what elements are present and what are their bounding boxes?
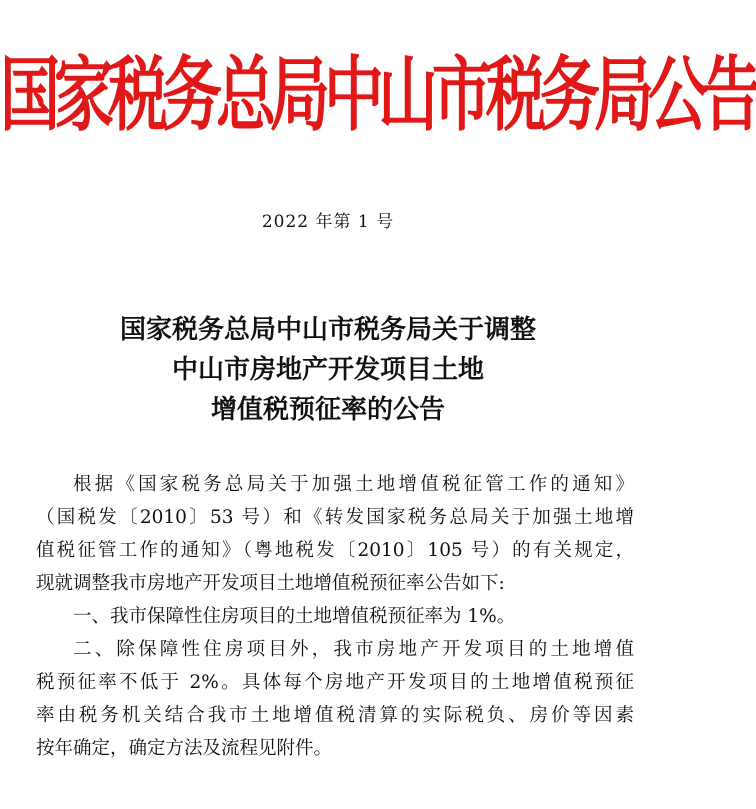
announcement-title bbox=[0, 310, 656, 430]
title-line-1: 国家税务总局中山市税务局关于调整 bbox=[119, 315, 536, 345]
masthead-title: 国家税务总局中山市税务局公告 bbox=[0, 48, 756, 144]
body-line-4: 现就调整我市房地产开发项目土地增值税预征率公告如下: bbox=[36, 573, 505, 594]
body-line-6: 二、除保障性住房项目外，我市房地产开发项目的土地增值 bbox=[73, 639, 634, 660]
announcement-body bbox=[36, 468, 634, 765]
body-line-5: 一、我市保障性住房项目的土地增值税预征率为 1%。 bbox=[73, 606, 516, 627]
document-number: 2022 年第 1 号 bbox=[261, 212, 395, 232]
title-line-2: 中山市房地产开发项目土地 bbox=[171, 355, 484, 385]
body-line-9: 按年确定，确定方法及流程见附件。 bbox=[36, 738, 333, 759]
body-line-7: 税预征率不低于 2%。具体每个房地产开发项目的土地增值税预征 bbox=[36, 672, 634, 693]
body-line-2: （国税发〔2010〕53 号）和《转发国家税务总局关于加强土地增 bbox=[36, 507, 634, 528]
title-line-3: 增值税预征率的公告 bbox=[210, 395, 445, 425]
body-line-3: 值税征管工作的通知》（粤地税发〔2010〕105 号）的有关规定， bbox=[36, 540, 634, 561]
body-line-8: 率由税务机关结合我市土地增值税清算的实际税负、房价等因素 bbox=[36, 705, 634, 726]
body-line-1: 根据《国家税务总局关于加强土地增值税征管工作的通知》 bbox=[73, 474, 634, 495]
